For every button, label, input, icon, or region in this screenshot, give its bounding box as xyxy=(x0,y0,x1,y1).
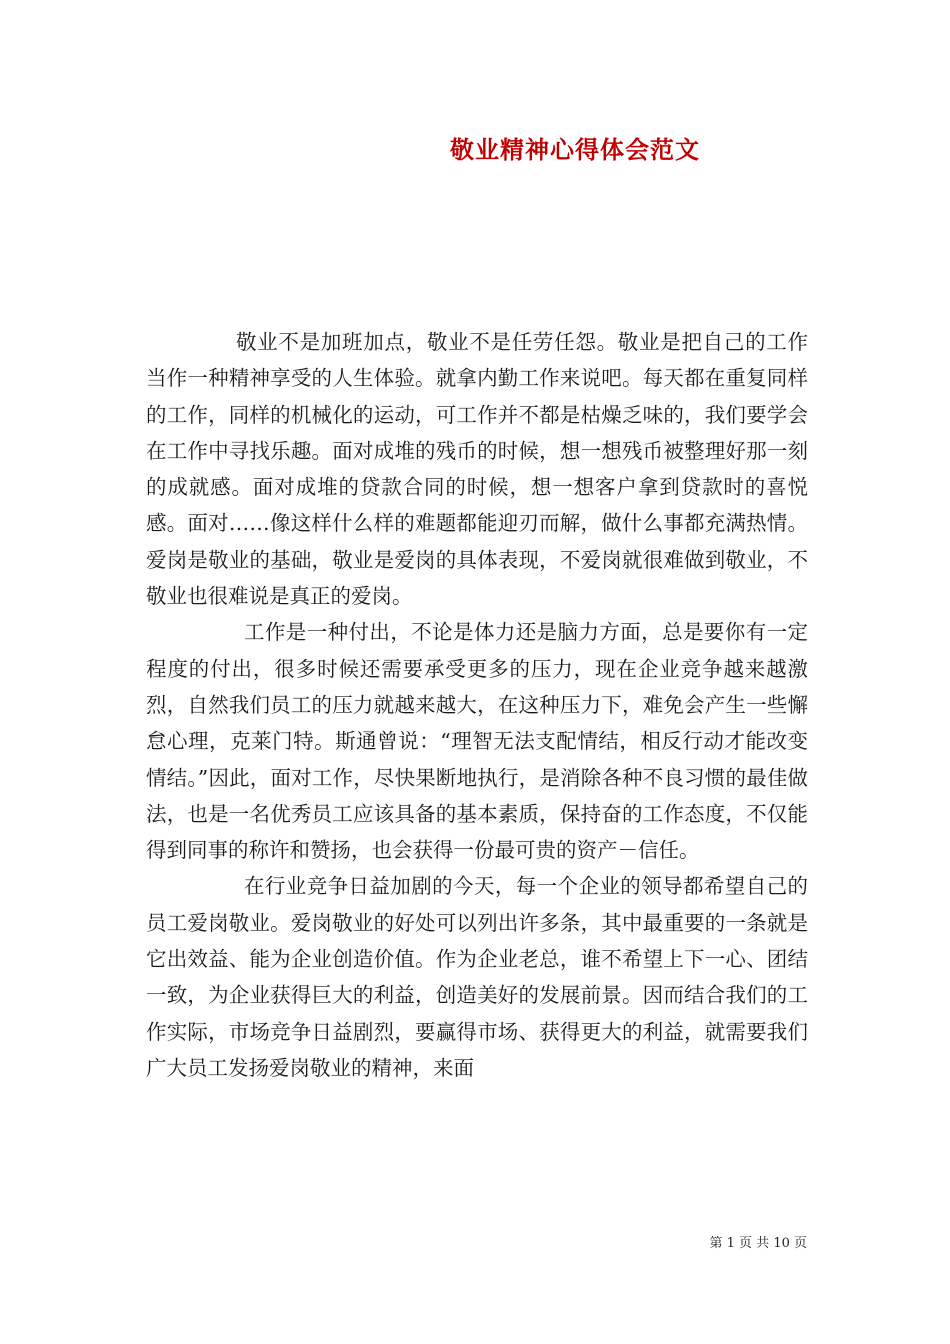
page-number-footer: 第 1 页 共 10 页 xyxy=(709,1236,807,1251)
document-title: 敬业精神心得体会范文 xyxy=(450,135,700,164)
paragraph-3: 在行业竞争日益加剧的今天，每一个企业的领导都希望自己的员工爱岗敬业。爱岗敬业的好处可以列出许多条，其中最重要的一条就是它出效益、能为企业创造价值。作为企业老总，谁不希望上下一心、团结一致，为企业获得巨大的利益，创造美好的发展前景。因而结合我们的工作实际，市场竞争日益剧烈，要赢得市场、获得更大的利益，就需要我们广大员工发扬爱岗敬业的精神，来面 xyxy=(146,874,808,1080)
paragraph-1: 敬业不是加班加点，敬业不是任劳任怨。敬业是把自己的工作当作一种精神享受的人生体验。就拿内勤工作来说吧。每天都在重复同样的工作，同样的机械化的运动，可工作并不都是枯燥乏味的，我们要学会在工作中寻找乐趣。面对成堆的残币的时候，想一想残币被整理好那一刻的成就感。面对成堆的贷款合同的时候，想一想客户拿到贷款时的喜悦感。面对……像这样什么样的难题都能迎刃而解，做什么事都充满热情。爱岗是敬业的基础，敬业是爱岗的具体表现，不爱岗就很难做到敬业，不敬业也很难说是真正的爱岗。 xyxy=(146,330,808,609)
paragraph-2: 工作是一种付出，不论是体力还是脑力方面，总是要你有一定程度的付出，很多时候还需要承受更多的压力，现在企业竞争越来越激烈，自然我们员工的压力就越来越大，在这种压力下，难免会产生一些懈怠心理，克莱门特。斯通曾说：“理智无法支配情结，相反行动才能改变情结。”因此，面对工作，尽快果断地执行，是消除各种不良习惯的最佳做法，也是一名优秀员工应该具备的基本素质，保持奋的工作态度，不仅能得到同事的称许和赞扬，也会获得一份最可贵的资产－信任。 xyxy=(146,620,808,863)
document-body xyxy=(146,324,808,1086)
